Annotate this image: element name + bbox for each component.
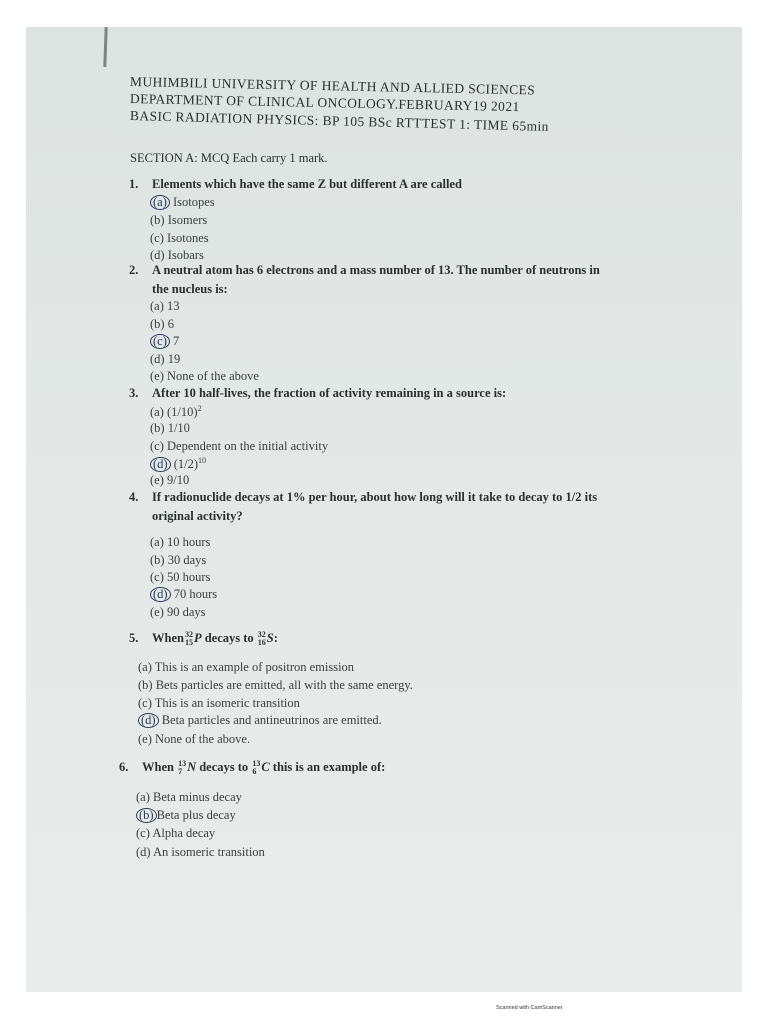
nuclide-notation: 32 15 [184, 630, 193, 648]
section-title: SECTION A: MCQ Each carry 1 mark. [130, 151, 328, 165]
option-5c: (c) This is an isomeric transition [138, 696, 300, 710]
question-text: A neutral atom has 6 electrons and a mass number of 13. The number of neutrons in [152, 263, 600, 277]
option-1d: (d) Isobars [150, 248, 204, 262]
option-4d: (d) 70 hours [150, 587, 217, 602]
option-3a: (a) $(1/10)^2$ [150, 404, 202, 420]
option-6a: (a) Beta minus decay [136, 790, 242, 804]
nuclide-notation: 13 7 [178, 759, 187, 777]
answer-circle: (d) [150, 587, 171, 602]
question-number: 6. [119, 760, 129, 774]
scanner-watermark: Scanned with CamScanner [496, 1005, 563, 1011]
question-3 [129, 386, 506, 401]
scanned-photo [26, 27, 742, 992]
option-3e: (e) 9/10 [150, 473, 190, 487]
option-3c: (c) Dependent on the initial activity [150, 439, 329, 453]
option-2a: (a) 13 [150, 299, 180, 313]
question-2 [129, 263, 600, 297]
nuclide-notation: 32 16 [257, 630, 266, 648]
question-number: 1. [129, 177, 139, 191]
question-text: After 10 half-lives, the fraction of activity remaining in a source is: [152, 386, 507, 400]
option-1c: (c) Isotones [150, 231, 209, 245]
option-6d: (d) An isomeric transition [136, 845, 265, 859]
option-5d: (d) Beta particles and antineutrinos are emitted. [138, 713, 382, 728]
option-4b: (b) 30 days [150, 553, 207, 567]
option-2b: (b) 6 [150, 317, 174, 331]
question-6: 6. When 13 7 N decays to 13 6 C this is an example of: [119, 759, 386, 777]
answer-circle: (c) [150, 334, 170, 349]
option-3d: (d) $(1/2)^{10}$ [150, 456, 206, 472]
option-2d: (d) 19 [150, 352, 181, 366]
answer-circle: (d) [138, 713, 159, 728]
option-4e: (e) 90 days [150, 605, 206, 619]
option-1a: (a) Isotopes [150, 195, 215, 210]
question-text: Elements which have the same Z but different A are called [152, 177, 462, 191]
header-department: DEPARTMENT OF CLINICAL ONCOLOGY.FEBRUARY19 2021 [129, 91, 520, 115]
option-2e: (e) None of the above [150, 369, 259, 383]
answer-circle: (d) [150, 457, 171, 472]
option-5a: (a) This is an example of positron emission [138, 660, 355, 674]
question-number: 2. [129, 263, 139, 277]
option-1b: (b) Isomers [150, 213, 208, 227]
option-5e: (e) None of the above. [138, 732, 251, 746]
header-university: MUHIMBILI UNIVERSITY OF HEALTH AND ALLIED SCIENCES [129, 74, 536, 98]
question-number: 3. [129, 386, 139, 400]
option-2c: (c) 7 [150, 334, 179, 349]
question-1 [129, 177, 462, 192]
option-5b: (b) Bets particles are emitted, all with the same energy. [138, 678, 413, 692]
question-text-cont: the nucleus is: [152, 282, 228, 296]
header-course: BASIC RADIATION PHYSICS: BP 105 BSc RTTTEST 1: TIME 65min [129, 108, 549, 134]
question-number: 4. [129, 490, 139, 504]
option-6c: (c) Alpha decay [136, 826, 216, 840]
option-3b: (b) 1/10 [150, 421, 190, 435]
exam-paper [26, 27, 742, 992]
answer-circle: (a) [150, 195, 170, 210]
answer-circle: (b) [136, 808, 157, 823]
question-text-cont: original activity? [152, 509, 243, 523]
question-5: 5. When 32 15 P decays to 32 16 S: [129, 630, 278, 648]
question-text: If radionuclide decays at 1% per hour, about how long will it take to decay to 1/2 its [152, 490, 598, 504]
question-number: 5. [129, 631, 139, 645]
nuclide-notation: 13 6 [252, 759, 261, 777]
option-6b: (b) Beta plus decay [136, 808, 236, 823]
question-4 [129, 490, 597, 524]
option-4c: (c) 50 hours [150, 570, 211, 584]
option-4a: (a) 10 hours [150, 535, 211, 549]
